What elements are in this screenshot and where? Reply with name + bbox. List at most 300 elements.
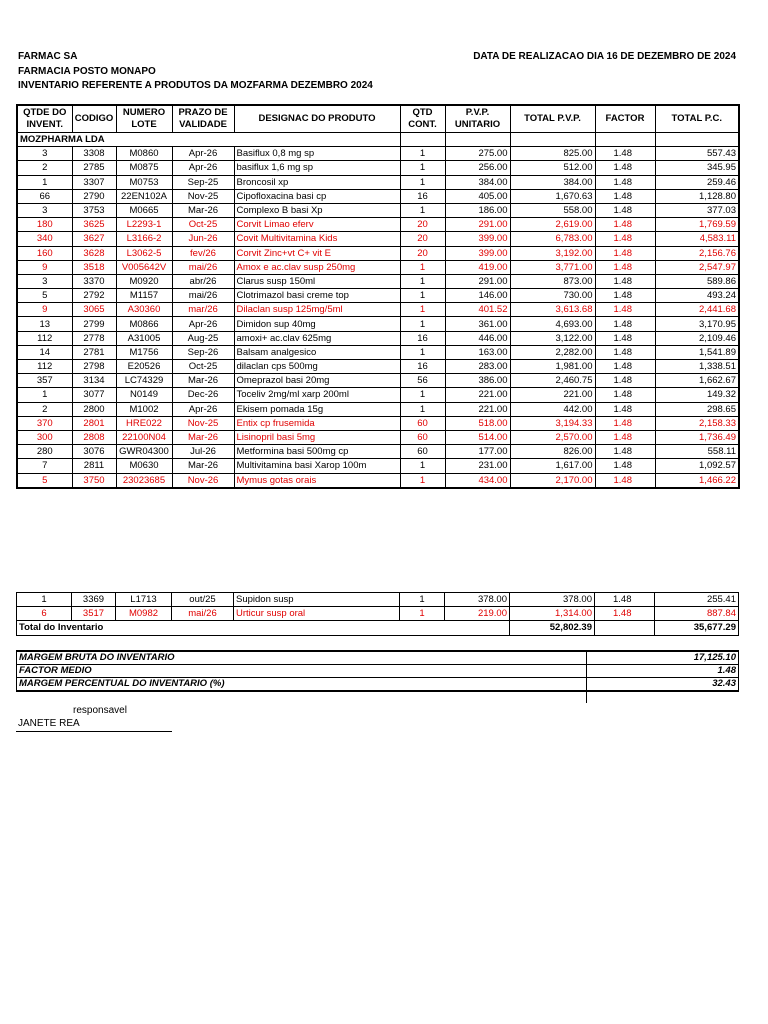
col-header-qtd: QTD CONT. xyxy=(400,105,445,133)
cell-factor: 1.48 xyxy=(595,189,655,203)
signature-role: responsavel xyxy=(73,705,127,716)
margin-percent-label: MARGEM PERCENTUAL DO INVENTARIO (%) xyxy=(17,678,587,692)
cell-qtd: 1 xyxy=(400,203,445,217)
cell-codigo: 3517 xyxy=(72,607,116,621)
cell-factor: 1.48 xyxy=(595,175,655,189)
margin-row-percent xyxy=(17,678,739,692)
cell-lote: 22100N04 xyxy=(116,430,172,444)
total-pvp-value: 52,802.39 xyxy=(510,621,595,635)
cell-qtde: 13 xyxy=(17,317,72,331)
cell-total-pc: 2,547.97 xyxy=(655,260,739,274)
cell-qtd: 16 xyxy=(400,189,445,203)
cell-total-pc: 2,441.68 xyxy=(655,303,739,317)
cell-total-pc: 4,583.11 xyxy=(655,232,739,246)
col-header-total-pc: TOTAL P.C. xyxy=(655,105,739,133)
table-row xyxy=(17,430,739,444)
cell-codigo: 2808 xyxy=(72,430,116,444)
cell-lote: A30360 xyxy=(116,303,172,317)
cell-pvp: 219.00 xyxy=(445,607,510,621)
cell-validade: Oct-25 xyxy=(172,360,234,374)
cell-total-pc: 887.84 xyxy=(655,607,739,621)
cell-factor: 1.48 xyxy=(595,430,655,444)
table-row xyxy=(17,274,739,288)
cell-produto: Dilaclan susp 125mg/5ml xyxy=(234,303,400,317)
cell-qtd: 16 xyxy=(400,360,445,374)
cell-validade: Nov-25 xyxy=(172,416,234,430)
cell-produto: basiflux 1,6 mg sp xyxy=(234,161,400,175)
cell-codigo: 2792 xyxy=(72,289,116,303)
cell-total-pvp: 2,170.00 xyxy=(510,473,595,488)
cell-total-pvp: 558.00 xyxy=(510,203,595,217)
cell-validade: Apr-26 xyxy=(172,161,234,175)
table-row xyxy=(17,232,739,246)
cell-total-pvp: 730.00 xyxy=(510,289,595,303)
cell-codigo: 3369 xyxy=(72,593,116,607)
cell-pvp: 221.00 xyxy=(445,388,510,402)
table-row xyxy=(17,260,739,274)
cell-produto: Urticur susp oral xyxy=(234,607,400,621)
cell-produto: Complexo B basi Xp xyxy=(234,203,400,217)
cell-lote: M1756 xyxy=(116,345,172,359)
cell-lote: L3062-5 xyxy=(116,246,172,260)
cell-pvp: 361.00 xyxy=(445,317,510,331)
cell-produto: Dimidon sup 40mg xyxy=(234,317,400,331)
table-row xyxy=(17,607,739,621)
cell-produto: Mymus gotas orais xyxy=(234,473,400,488)
cell-lote: N0149 xyxy=(116,388,172,402)
cell-qtd: 56 xyxy=(400,374,445,388)
cell-total-pvp: 3,192.00 xyxy=(510,246,595,260)
col-header-qtde: QTDE DO INVENT. xyxy=(17,105,72,133)
table-row xyxy=(17,203,739,217)
cell-validade: Jun-26 xyxy=(172,232,234,246)
margin-row-bruta xyxy=(17,651,739,665)
total-label: Total do Inventario xyxy=(17,621,510,635)
cell-pvp: 275.00 xyxy=(445,147,510,161)
cell-total-pc: 1,541.89 xyxy=(655,345,739,359)
cell-qtde: 280 xyxy=(17,445,72,459)
cell-lote: LC74329 xyxy=(116,374,172,388)
cell-validade: Mar-26 xyxy=(172,430,234,444)
cell-pvp: 291.00 xyxy=(445,218,510,232)
cell-total-pc: 1,338.51 xyxy=(655,360,739,374)
cell-validade: Dec-26 xyxy=(172,388,234,402)
cell-factor: 1.48 xyxy=(595,445,655,459)
cell-codigo: 3627 xyxy=(72,232,116,246)
cell-pvp: 514.00 xyxy=(445,430,510,444)
cell-qtde: 2 xyxy=(17,402,72,416)
inventory-table xyxy=(16,104,740,489)
cell-pvp: 186.00 xyxy=(445,203,510,217)
cell-factor: 1.48 xyxy=(595,274,655,288)
cell-validade: Nov-25 xyxy=(172,189,234,203)
cell-total-pc: 2,109.46 xyxy=(655,331,739,345)
cell-factor: 1.48 xyxy=(595,607,655,621)
cell-codigo: 3308 xyxy=(72,147,116,161)
cell-produto: Ekisem pomada 15g xyxy=(234,402,400,416)
cell-qtde: 370 xyxy=(17,416,72,430)
cell-lote: M1002 xyxy=(116,402,172,416)
cell-qtd: 1 xyxy=(400,345,445,359)
cell-factor: 1.48 xyxy=(595,402,655,416)
cell-codigo: 2800 xyxy=(72,402,116,416)
signature-line xyxy=(16,731,172,732)
cell-produto: Supidon susp xyxy=(234,593,400,607)
table-row xyxy=(17,473,739,488)
cell-factor: 1.48 xyxy=(595,593,655,607)
cell-produto: Covit Multivitamina Kids xyxy=(234,232,400,246)
cell-produto: Cipofloxacina basi cp xyxy=(234,189,400,203)
cell-validade: Sep-26 xyxy=(172,345,234,359)
cell-validade: Mar-26 xyxy=(172,459,234,473)
cell-lote: A31005 xyxy=(116,331,172,345)
cell-codigo: 2785 xyxy=(72,161,116,175)
cell-qtd: 60 xyxy=(400,416,445,430)
col-header-produto: DESIGNAC DO PRODUTO xyxy=(234,105,400,133)
cell-validade: Mar-26 xyxy=(172,203,234,217)
cell-qtde: 3 xyxy=(17,203,72,217)
cell-total-pc: 1,736.49 xyxy=(655,430,739,444)
cell-total-pvp: 826.00 xyxy=(510,445,595,459)
total-pc-value: 35,677.29 xyxy=(655,621,739,635)
pharmacy-name: FARMACIA POSTO MONAPO xyxy=(18,66,156,77)
cell-total-pc: 558.11 xyxy=(655,445,739,459)
factor-medio-value: 1.48 xyxy=(587,665,739,678)
cell-qtde: 357 xyxy=(17,374,72,388)
cell-qtd: 1 xyxy=(400,175,445,189)
cell-total-pvp: 1,981.00 xyxy=(510,360,595,374)
col-header-factor: FACTOR xyxy=(595,105,655,133)
cell-total-pc: 2,156.76 xyxy=(655,246,739,260)
cell-produto: Lisinopril basi 5mg xyxy=(234,430,400,444)
cell-total-pvp: 2,460.75 xyxy=(510,374,595,388)
cell-factor: 1.48 xyxy=(595,161,655,175)
cell-validade: Nov-26 xyxy=(172,473,234,488)
cell-validade: Apr-26 xyxy=(172,317,234,331)
cell-factor: 1.48 xyxy=(595,331,655,345)
cell-qtde: 9 xyxy=(17,260,72,274)
cell-codigo: 3370 xyxy=(72,274,116,288)
cell-lote: 22EN102A xyxy=(116,189,172,203)
cell-total-pvp: 873.00 xyxy=(510,274,595,288)
cell-codigo: 3753 xyxy=(72,203,116,217)
cell-qtd: 16 xyxy=(400,331,445,345)
table-row xyxy=(17,593,739,607)
table-row xyxy=(17,345,739,359)
cell-total-pc: 1,769.59 xyxy=(655,218,739,232)
cell-pvp: 163.00 xyxy=(445,345,510,359)
cell-qtde: 300 xyxy=(17,430,72,444)
cell-total-pc: 2,158.33 xyxy=(655,416,739,430)
cell-lote: L1713 xyxy=(116,593,172,607)
cell-produto: dilaclan cps 500mg xyxy=(234,360,400,374)
cell-codigo: 3134 xyxy=(72,374,116,388)
table-row xyxy=(17,402,739,416)
cell-qtde: 3 xyxy=(17,274,72,288)
cell-codigo: 2811 xyxy=(72,459,116,473)
cell-qtd: 20 xyxy=(400,232,445,246)
table-row xyxy=(17,459,739,473)
cell-qtde: 66 xyxy=(17,189,72,203)
cell-total-pvp: 6,783.00 xyxy=(510,232,595,246)
cell-codigo: 2798 xyxy=(72,360,116,374)
cell-qtd: 1 xyxy=(400,274,445,288)
cell-qtde: 160 xyxy=(17,246,72,260)
cell-validade: mar/26 xyxy=(172,303,234,317)
margin-row-factor xyxy=(17,665,739,678)
factor-medio-label: FACTOR MEDIO xyxy=(17,665,587,678)
cell-qtd: 60 xyxy=(400,445,445,459)
cell-produto: Clotrimazol basi creme top xyxy=(234,289,400,303)
margin-bruta-label: MARGEM BRUTA DO INVENTARIO xyxy=(17,651,587,665)
cell-lote: M0630 xyxy=(116,459,172,473)
cell-factor: 1.48 xyxy=(595,360,655,374)
table-row xyxy=(17,374,739,388)
cell-factor: 1.48 xyxy=(595,388,655,402)
col-header-lote: NUMERO LOTE xyxy=(116,105,172,133)
cell-total-pc: 345.95 xyxy=(655,161,739,175)
col-header-validade: PRAZO DE VALIDADE xyxy=(172,105,234,133)
cell-qtd: 1 xyxy=(400,260,445,274)
cell-factor: 1.48 xyxy=(595,246,655,260)
table-row xyxy=(17,218,739,232)
cell-qtde: 14 xyxy=(17,345,72,359)
section-title: MOZPHARMA LDA xyxy=(17,133,400,147)
cell-validade: Apr-26 xyxy=(172,147,234,161)
cell-factor: 1.48 xyxy=(595,289,655,303)
company-name: FARMAC SA xyxy=(18,51,78,62)
cell-pvp: 386.00 xyxy=(445,374,510,388)
col-header-codigo: CODIGO xyxy=(72,105,116,133)
cell-qtde: 2 xyxy=(17,161,72,175)
cell-validade: mai/26 xyxy=(172,260,234,274)
cell-factor: 1.48 xyxy=(595,459,655,473)
cell-pvp: 434.00 xyxy=(445,473,510,488)
cell-lote: M0920 xyxy=(116,274,172,288)
cell-total-pvp: 2,619.00 xyxy=(510,218,595,232)
cell-pvp: 399.00 xyxy=(445,232,510,246)
cell-lote: M1157 xyxy=(116,289,172,303)
table-row xyxy=(17,303,739,317)
table-row xyxy=(17,175,739,189)
cell-qtd: 1 xyxy=(400,388,445,402)
cell-total-pvp: 1,617.00 xyxy=(510,459,595,473)
col-header-pvp: P.V.P. UNITARIO xyxy=(445,105,510,133)
cell-factor: 1.48 xyxy=(595,473,655,488)
cell-lote: M0866 xyxy=(116,317,172,331)
cell-codigo: 2778 xyxy=(72,331,116,345)
cell-qtde: 9 xyxy=(17,303,72,317)
document-title: INVENTARIO REFERENTE A PRODUTOS DA MOZFARMA DEZEMBRO 2024 xyxy=(18,80,373,91)
cell-total-pc: 1,092.57 xyxy=(655,459,739,473)
cell-codigo: 3077 xyxy=(72,388,116,402)
cell-validade: Jul-26 xyxy=(172,445,234,459)
cell-total-pc: 3,170.95 xyxy=(655,317,739,331)
cell-pvp: 177.00 xyxy=(445,445,510,459)
cell-total-pvp: 2,570.00 xyxy=(510,430,595,444)
cell-total-pvp: 3,771.00 xyxy=(510,260,595,274)
cell-qtd: 1 xyxy=(400,317,445,331)
cell-qtd: 20 xyxy=(400,218,445,232)
cell-total-pvp: 825.00 xyxy=(510,147,595,161)
cell-codigo: 2790 xyxy=(72,189,116,203)
signature-name: JANETE REA xyxy=(18,718,80,729)
cell-validade: Oct-25 xyxy=(172,218,234,232)
cell-factor: 1.48 xyxy=(595,232,655,246)
cell-lote: M0753 xyxy=(116,175,172,189)
cell-codigo: 3065 xyxy=(72,303,116,317)
cell-produto: Amox e ac.clav susp 250mg xyxy=(234,260,400,274)
cell-produto: Toceliv 2mg/ml xarp 200ml xyxy=(234,388,400,402)
cell-total-pc: 1,466.22 xyxy=(655,473,739,488)
table-header-row xyxy=(17,105,739,133)
cell-qtd: 1 xyxy=(400,147,445,161)
section-row xyxy=(17,133,739,147)
cell-codigo: 3076 xyxy=(72,445,116,459)
table-row xyxy=(17,317,739,331)
table-row xyxy=(17,289,739,303)
cell-total-pc: 298.65 xyxy=(655,402,739,416)
cell-pvp: 378.00 xyxy=(445,593,510,607)
cell-total-pvp: 3,194.33 xyxy=(510,416,595,430)
cell-produto: amoxi+ ac.clav 625mg xyxy=(234,331,400,345)
cell-validade: Sep-25 xyxy=(172,175,234,189)
col-header-total-pvp: TOTAL P.V.P. xyxy=(510,105,595,133)
cell-factor: 1.48 xyxy=(595,147,655,161)
cell-qtde: 112 xyxy=(17,331,72,345)
cell-pvp: 419.00 xyxy=(445,260,510,274)
cell-qtde: 1 xyxy=(17,175,72,189)
cell-total-pc: 1,128.80 xyxy=(655,189,739,203)
cell-lote: E20526 xyxy=(116,360,172,374)
cell-pvp: 146.00 xyxy=(445,289,510,303)
margins-table xyxy=(16,650,739,692)
margin-percent-value: 32.43 xyxy=(587,678,739,692)
cell-produto: Multivitamina basi Xarop 100m xyxy=(234,459,400,473)
cell-produto: Basiflux 0,8 mg sp xyxy=(234,147,400,161)
margin-bruta-value: 17,125.10 xyxy=(587,651,739,665)
cell-qtd: 60 xyxy=(400,430,445,444)
cell-validade: Apr-26 xyxy=(172,402,234,416)
cell-total-pvp: 4,693.00 xyxy=(510,317,595,331)
table-row xyxy=(17,331,739,345)
cell-codigo: 3628 xyxy=(72,246,116,260)
cell-produto: Corvit Limao eferv xyxy=(234,218,400,232)
cell-qtd: 1 xyxy=(400,289,445,303)
cell-total-pvp: 442.00 xyxy=(510,402,595,416)
cell-produto: Corvit Zinc+vt C+ vit E xyxy=(234,246,400,260)
cell-total-pvp: 384.00 xyxy=(510,175,595,189)
cell-factor: 1.48 xyxy=(595,260,655,274)
cell-codigo: 2799 xyxy=(72,317,116,331)
cell-total-pc: 589.86 xyxy=(655,274,739,288)
cell-lote: M0665 xyxy=(116,203,172,217)
cell-qtde: 1 xyxy=(17,388,72,402)
cell-qtd: 1 xyxy=(400,593,445,607)
cell-total-pvp: 221.00 xyxy=(510,388,595,402)
cell-qtde: 7 xyxy=(17,459,72,473)
cell-validade: abr/26 xyxy=(172,274,234,288)
table-row xyxy=(17,147,739,161)
cell-lote: M0860 xyxy=(116,147,172,161)
cell-produto: Broncosil xp xyxy=(234,175,400,189)
cell-total-pc: 149.32 xyxy=(655,388,739,402)
total-row xyxy=(17,621,739,635)
cell-total-pc: 255.41 xyxy=(655,593,739,607)
table-row xyxy=(17,445,739,459)
cell-total-pvp: 512.00 xyxy=(510,161,595,175)
table-row xyxy=(17,246,739,260)
cell-validade: out/25 xyxy=(172,593,234,607)
cell-validade: fev/26 xyxy=(172,246,234,260)
cell-pvp: 221.00 xyxy=(445,402,510,416)
cell-codigo: 2781 xyxy=(72,345,116,359)
cell-pvp: 384.00 xyxy=(445,175,510,189)
cell-qtd: 1 xyxy=(400,473,445,488)
cell-factor: 1.48 xyxy=(595,218,655,232)
cell-qtd: 1 xyxy=(400,607,445,621)
cell-pvp: 256.00 xyxy=(445,161,510,175)
cell-produto: Balsam analgesico xyxy=(234,345,400,359)
cell-total-pvp: 3,613.68 xyxy=(510,303,595,317)
table-row xyxy=(17,388,739,402)
cell-qtde: 5 xyxy=(17,473,72,488)
cell-lote: 23023685 xyxy=(116,473,172,488)
cell-validade: mai/26 xyxy=(172,289,234,303)
inventory-table-continued xyxy=(16,592,739,636)
cell-qtd: 1 xyxy=(400,161,445,175)
table-row xyxy=(17,161,739,175)
cell-lote: M0875 xyxy=(116,161,172,175)
cell-validade: Mar-26 xyxy=(172,374,234,388)
cell-total-pvp: 1,670.63 xyxy=(510,189,595,203)
cell-qtde: 1 xyxy=(17,593,72,607)
cell-qtd: 1 xyxy=(400,459,445,473)
cell-produto: Metformina basi 500mg cp xyxy=(234,445,400,459)
cell-qtde: 180 xyxy=(17,218,72,232)
cell-factor: 1.48 xyxy=(595,374,655,388)
cell-produto: Clarus susp 150ml xyxy=(234,274,400,288)
table-row xyxy=(17,189,739,203)
cell-lote: GWR04300 xyxy=(116,445,172,459)
cell-codigo: 3750 xyxy=(72,473,116,488)
cell-codigo: 3625 xyxy=(72,218,116,232)
cell-factor: 1.48 xyxy=(595,203,655,217)
cell-total-pvp: 2,282.00 xyxy=(510,345,595,359)
cell-qtde: 5 xyxy=(17,289,72,303)
cell-total-pc: 493.24 xyxy=(655,289,739,303)
cell-qtd: 1 xyxy=(400,303,445,317)
cell-total-pc: 1,662.67 xyxy=(655,374,739,388)
cell-total-pc: 377.03 xyxy=(655,203,739,217)
cell-pvp: 401.52 xyxy=(445,303,510,317)
cell-validade: Aug-25 xyxy=(172,331,234,345)
cell-factor: 1.48 xyxy=(595,303,655,317)
cell-codigo: 3307 xyxy=(72,175,116,189)
cell-pvp: 446.00 xyxy=(445,331,510,345)
cell-lote: L3166-2 xyxy=(116,232,172,246)
cell-qtde: 6 xyxy=(17,607,72,621)
inventory-date: DATA DE REALIZACAO DIA 16 DE DEZEMBRO DE 2024 xyxy=(473,51,736,62)
cell-factor: 1.48 xyxy=(595,345,655,359)
cell-lote: V005642V xyxy=(116,260,172,274)
cell-qtde: 3 xyxy=(17,147,72,161)
cell-pvp: 399.00 xyxy=(445,246,510,260)
margin-divider xyxy=(586,690,587,703)
cell-factor: 1.48 xyxy=(595,317,655,331)
cell-total-pvp: 378.00 xyxy=(510,593,595,607)
cell-validade: mai/26 xyxy=(172,607,234,621)
